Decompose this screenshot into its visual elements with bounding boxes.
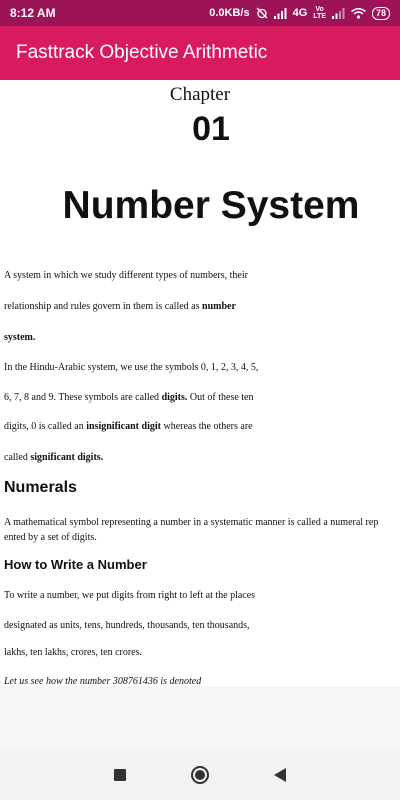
paragraph-line: To write a number, we put digits from right to left at the places	[4, 590, 256, 601]
bold-term: significant digits.	[30, 452, 104, 463]
wifi-icon	[351, 8, 366, 19]
paragraph-line	[4, 301, 236, 312]
text-run: called	[4, 452, 31, 463]
signal-icon	[274, 8, 287, 19]
navigation-bar	[0, 750, 400, 800]
status-bar	[0, 0, 400, 26]
bold-term: system.	[4, 332, 36, 343]
volte-top: Vo	[315, 6, 324, 13]
paragraph-line: A mathematical symbol representing a number in a systematic manner is called a numeral rep	[4, 517, 379, 528]
text-run: whereas the others are	[160, 421, 253, 432]
network-type: 4G	[292, 7, 308, 19]
recents-button[interactable]	[100, 755, 140, 795]
section-heading-numerals: Numerals	[4, 479, 77, 496]
section-heading-how-to-write: How to Write a Number	[4, 557, 147, 572]
back-button[interactable]	[260, 755, 300, 795]
chapter-title: Number System	[62, 184, 360, 227]
paragraph-line	[4, 392, 254, 403]
paragraph-line: designated as units, tens, hundreds, thousands, ten thousands,	[4, 620, 250, 631]
home-button[interactable]	[180, 755, 220, 795]
volte-bottom: LTE	[313, 13, 326, 20]
text-run: 6, 7, 8 and 9. These symbols are called	[4, 392, 162, 403]
paragraph-line: lakhs, ten lakhs, crores, ten crores.	[4, 647, 143, 658]
paragraph-line: Let us see how the number 308761436 is denoted	[4, 676, 202, 686]
chapter-number: 01	[192, 110, 230, 148]
text-run: Out of these ten	[187, 392, 254, 403]
status-time: 8:12 AM	[10, 6, 56, 20]
paragraph-line	[4, 452, 103, 463]
bold-term: insignificant digit	[86, 421, 161, 432]
blank-area	[0, 686, 400, 750]
paragraph-line: In the Hindu-Arabic system, we use the symbols 0, 1, 2, 3, 4, 5,	[4, 362, 259, 373]
status-indicators	[209, 6, 390, 20]
app-bar	[0, 26, 400, 80]
volte-icon	[313, 6, 326, 20]
chapter-label: Chapter	[169, 84, 231, 105]
paragraph-line	[4, 332, 35, 343]
network-speed: 0.0KB/s	[209, 7, 250, 19]
battery-icon: 78	[372, 7, 390, 20]
alarm-off-icon	[256, 7, 268, 19]
paragraph-line: A system in which we study different types of numbers, their	[4, 270, 248, 281]
square-icon	[113, 768, 127, 782]
bold-term: number	[202, 301, 236, 312]
document-view[interactable]	[0, 80, 400, 686]
bold-term: digits.	[161, 392, 188, 403]
paragraph-line	[4, 421, 253, 432]
triangle-left-icon	[273, 767, 287, 783]
text-run: digits, 0 is called an	[4, 421, 87, 432]
paragraph-line: ented by a set of digits.	[4, 532, 97, 543]
text-run: relationship and rules govern in them is called as	[4, 301, 203, 312]
circle-icon	[190, 765, 210, 785]
signal-icon-2	[332, 8, 345, 19]
app-title: Fasttrack Objective Arithmetic	[16, 42, 268, 63]
